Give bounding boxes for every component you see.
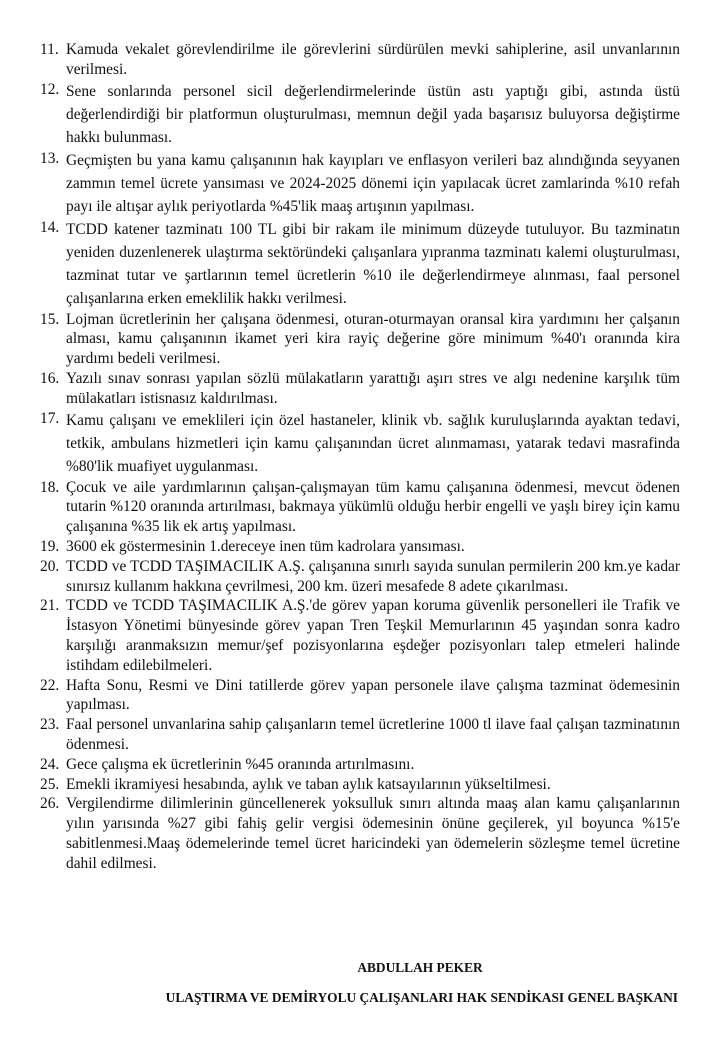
item-text: TCDD katener tazminatı 100 TL gibi bir rakam ile minimum düzeyde tutuluyor. Bu tazminatın yeniden duzenlenerek ulaştırma sektöründeki çalışanlara yıpranma tazminatı kalemi oluşturulması, tazminat tutar ve şartlarının temel ücretlerin %10 ile değerlendirmeye alınması, faal personel çalışanlarına erken emeklilik hakkı verilmesi. — [66, 220, 680, 307]
item-number: 14. — [40, 218, 60, 236]
item-number: 12. — [40, 80, 60, 98]
item-text: Kamu çalışanı ve emeklileri için özel hastaneler, klinik vb. sağlık kuruluşlarında ayaktan tedavi, tetkik, ambulans hizmetleri için kamu çalışanından ücret alınmaması, yatarak tedavi masrafinda %80'lik muafiyet uygulanması. — [66, 411, 680, 475]
signatory-name: ABDULLAH PEKER — [357, 960, 483, 975]
list-item — [40, 369, 680, 409]
item-number: 18. — [40, 478, 60, 496]
list-item — [40, 775, 680, 795]
list-item — [40, 149, 680, 218]
item-number: 15. — [40, 310, 60, 328]
item-number: 26. — [40, 795, 60, 813]
item-number: 17. — [40, 409, 60, 427]
item-text: Vergilendirme dilimlerinin güncellenerek yoksulluk sınırı altında maaş alan kamu çalışanlarının yılın yarısında %27 gibi fahiş gelir vergisi ödemesinin önüne geçilerek, yıl boyunca %15'e sabitlenmesi.Maaş ödemelerinde temel ücret haricindeki yan ödemelerin sözleşme temel ücretine dahil edilmesi. — [66, 795, 680, 872]
list-item — [40, 755, 680, 775]
item-text: Çocuk ve aile yardımlarının çalışan-çalışmayan tüm kamu çalışanına ödenmesi, mevcut ödenen tutarin %120 oranında artırılması, bakmaya yükümlü olduğu herbir engelli ve yaşlı birey için kamu çalışanına %35 lik ek artış yapılması. — [66, 478, 680, 536]
item-text: Gece çalışma ek ücretlerinin %45 oranında artırılmasını. — [66, 755, 415, 773]
list-item — [40, 596, 680, 675]
item-text: TCDD ve TCDD TAŞIMACILIK A.Ş.'de görev yapan koruma güvenlik personelleri ile Trafik ve İstasyon Yönetimi bünyesinde görev yapan Tren Teşkil Memurlarının 45 yaşından sonra kadro karşılığı aranmaksızın memur/şef pozisyonlarına eşdeğer pozisyonları talep etmeleri halinde istihdam edilebilmeleri. — [66, 597, 680, 674]
item-text: Emekli ikramiyesi hesabında, aylık ve taban aylık katsayılarının yükseltilmesi. — [66, 775, 551, 793]
item-text: Hafta Sonu, Resmi ve Dini tatillerde görev yapan personele ilave çalışma tazminat ödemesinin yapılması. — [66, 676, 680, 714]
item-number: 16. — [40, 369, 60, 387]
item-text: Kamuda vekalet görevlendirilme ile görevlerini sürdürülen mevki sahiplerine, asil unvanlarının verilmesi. — [66, 41, 680, 78]
list-item — [40, 478, 680, 537]
list-item — [40, 218, 680, 310]
list-item — [40, 40, 680, 80]
item-number: 20. — [40, 557, 60, 575]
item-number: 24. — [40, 755, 60, 773]
item-text: Sene sonlarında personel sicil değerlendirmelerinde üstün astı yaptığı gibi, astında üstü değerlendirdiği bir platformun oluşturulması, memnun değil yada başarısız buluyorsa değiştirme hakkı bulunması. — [66, 82, 680, 146]
item-number: 25. — [40, 775, 60, 793]
item-text: Geçmişten bu yana kamu çalışanının hak kayıpları ve enflasyon verileri baz alındığında seyyanen zammın temel ücrete yansıması ve 2024-2025 dönemi için yapılacak ücret zamlarinda %10 refah payı ile altışar aylık periyotlarda %45'lik maaş artışının yapılması. — [66, 151, 680, 215]
item-number: 13. — [40, 149, 60, 167]
item-text: Faal personel unvanlarina sahip çalışanların temel ücretlerine 1000 tl ilave faal çalışan tazminatının ödenmesi. — [66, 716, 680, 753]
item-text: Yazılı sınav sonrası yapılan sözlü mülakatların yarattığı aşırı stres ve algı nedenine karşılık tüm mülakatları istisnasız kaldırılması. — [66, 369, 680, 407]
item-number: 22. — [40, 676, 60, 694]
signatory-title: ULAŞTIRMA VE DEMİRYOLU ÇALIŞANLARI HAK SENDİKASI GENEL BAŞKANI — [165, 990, 678, 1005]
item-text: 3600 ek göstermesinin 1.dereceye inen tüm kadrolara yansıması. — [66, 537, 465, 555]
demands-list — [40, 40, 680, 874]
item-number: 21. — [40, 597, 60, 615]
list-item — [40, 794, 680, 873]
list-item — [40, 537, 680, 557]
item-text: Lojman ücretlerinin her çalışana ödenmesi, oturan-oturmayan oransal kira yardımını her çalşanın alması, kamu çalışanının ikamet yeri kira rayiç değerine göre minimum %40'ı oranında kira yardımı bedeli verilmesi. — [66, 310, 680, 368]
item-number: 19. — [40, 537, 60, 555]
list-item — [40, 80, 680, 149]
list-item — [40, 310, 680, 369]
list-item — [40, 557, 680, 597]
item-number: 11. — [40, 41, 59, 58]
item-text: TCDD ve TCDD TAŞIMACILIK A.Ş. çalışanına sınırlı sayıda sunulan permilerin 200 km.ye kadar sınırsız kullanım hakkına çevrilmesi, 200 km. üzeri mesafede 8 adete çıkarılması. — [66, 557, 680, 595]
list-item — [40, 409, 680, 478]
item-number: 23. — [40, 716, 60, 734]
list-item — [40, 676, 680, 716]
list-item — [40, 715, 680, 755]
